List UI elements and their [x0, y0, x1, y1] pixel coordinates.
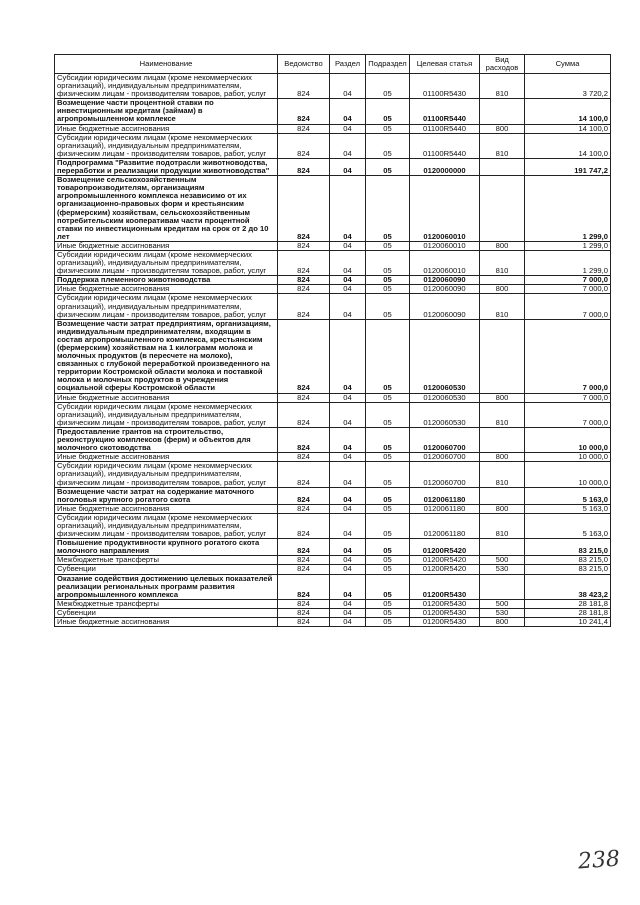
row-dept-cell: 824: [278, 618, 330, 627]
row-sum-cell: 5 163,0: [525, 504, 611, 513]
row-subsection-cell: 05: [366, 250, 410, 275]
row-target-cell: 0120061180: [410, 487, 480, 504]
row-section-cell: 04: [330, 565, 366, 574]
row-sum-cell: 10 241,4: [525, 618, 611, 627]
row-target-cell: 01200R5430: [410, 574, 480, 599]
row-section-cell: 04: [330, 393, 366, 402]
row-target-cell: 01200R5430: [410, 599, 480, 608]
row-dept-cell: 824: [278, 319, 330, 393]
row-sum-cell: 10 000,0: [525, 462, 611, 487]
row-section-cell: 04: [330, 124, 366, 133]
row-section-cell: 04: [330, 599, 366, 608]
row-target-cell: 01100R5440: [410, 99, 480, 124]
row-subsection-cell: 05: [366, 565, 410, 574]
row-dept-cell: 824: [278, 608, 330, 617]
row-subsection-cell: 05: [366, 294, 410, 319]
row-subsection-cell: 05: [366, 599, 410, 608]
row-sum-cell: 83 215,0: [525, 539, 611, 556]
row-dept-cell: 824: [278, 565, 330, 574]
row-dept-cell: 824: [278, 539, 330, 556]
row-target-cell: 0120060700: [410, 427, 480, 452]
row-subsection-cell: 05: [366, 539, 410, 556]
table-row: [55, 294, 611, 319]
row-dept-cell: 824: [278, 427, 330, 452]
row-target-cell: 0120060530: [410, 402, 480, 427]
row-target-cell: 01200R5420: [410, 556, 480, 565]
row-section-cell: 04: [330, 513, 366, 538]
table-row: [55, 124, 611, 133]
row-dept-cell: 824: [278, 250, 330, 275]
row-exp-type-cell: 500: [480, 556, 525, 565]
row-subsection-cell: 05: [366, 504, 410, 513]
row-name-cell: Субвенции: [55, 565, 278, 574]
row-subsection-cell: 05: [366, 285, 410, 294]
row-exp-type-cell: 800: [480, 453, 525, 462]
row-section-cell: 04: [330, 74, 366, 99]
table-row: [55, 427, 611, 452]
header-name: Наименование: [55, 55, 278, 74]
table-row: [55, 158, 611, 175]
row-sum-cell: 83 215,0: [525, 565, 611, 574]
row-subsection-cell: 05: [366, 608, 410, 617]
row-exp-type-cell: 800: [480, 241, 525, 250]
row-name-cell: Возмещение части затрат на содержание маточного поголовья крупного рогатого скота: [55, 487, 278, 504]
row-sum-cell: 28 181,8: [525, 608, 611, 617]
row-section-cell: 04: [330, 462, 366, 487]
row-exp-type-cell: 810: [480, 513, 525, 538]
row-exp-type-cell: 810: [480, 294, 525, 319]
row-exp-type-cell: [480, 574, 525, 599]
row-sum-cell: 14 100,0: [525, 124, 611, 133]
row-exp-type-cell: 800: [480, 124, 525, 133]
row-dept-cell: 824: [278, 99, 330, 124]
row-dept-cell: 824: [278, 393, 330, 402]
row-exp-type-cell: [480, 319, 525, 393]
row-sum-cell: 7 000,0: [525, 402, 611, 427]
row-section-cell: 04: [330, 294, 366, 319]
row-target-cell: 01100R5430: [410, 74, 480, 99]
row-dept-cell: 824: [278, 276, 330, 285]
row-section-cell: 04: [330, 276, 366, 285]
budget-table-sheet: [54, 54, 610, 627]
row-dept-cell: 824: [278, 574, 330, 599]
row-name-cell: Возмещение части процентной ставки по инвестиционным кредитам (займам) в агропромышленном комплексе: [55, 99, 278, 124]
row-dept-cell: 824: [278, 556, 330, 565]
row-subsection-cell: 05: [366, 462, 410, 487]
row-dept-cell: 824: [278, 158, 330, 175]
row-name-cell: Возмещение сельскохозяйственным товаропроизводителям, организациям агропромышленного комплекса независимо от их организационно-правовых форм и крестьянским (фермерским) хозяйствам, сельскохозяйственным потребительским кооперативам части процентной ставки по инвестиционным кредитам на срок от 2 до 10 лет: [55, 176, 278, 242]
row-sum-cell: 3 720,2: [525, 74, 611, 99]
row-exp-type-cell: [480, 158, 525, 175]
row-dept-cell: 824: [278, 124, 330, 133]
row-target-cell: 0120060530: [410, 319, 480, 393]
budget-table: [54, 54, 611, 627]
row-sum-cell: 7 000,0: [525, 276, 611, 285]
row-sum-cell: 10 000,0: [525, 453, 611, 462]
table-row: [55, 402, 611, 427]
row-dept-cell: 824: [278, 241, 330, 250]
row-section-cell: 04: [330, 250, 366, 275]
row-exp-type-cell: 810: [480, 462, 525, 487]
row-subsection-cell: 05: [366, 319, 410, 393]
row-exp-type-cell: 800: [480, 618, 525, 627]
row-name-cell: Иные бюджетные ассигнования: [55, 504, 278, 513]
row-subsection-cell: 05: [366, 556, 410, 565]
row-section-cell: 04: [330, 158, 366, 175]
table-body: [55, 74, 611, 627]
row-subsection-cell: 05: [366, 99, 410, 124]
row-sum-cell: 14 100,0: [525, 99, 611, 124]
table-row: [55, 250, 611, 275]
row-dept-cell: 824: [278, 294, 330, 319]
table-header-row: [55, 55, 611, 74]
row-sum-cell: 7 000,0: [525, 393, 611, 402]
row-target-cell: 0120061180: [410, 513, 480, 538]
row-dept-cell: 824: [278, 453, 330, 462]
row-name-cell: Субсидии юридическим лицам (кроме некоммерческих организаций), индивидуальным предпринимателям, физическим лицам - производителям товаров, работ, услуг: [55, 513, 278, 538]
table-row: [55, 74, 611, 99]
row-sum-cell: 7 000,0: [525, 319, 611, 393]
row-subsection-cell: 05: [366, 487, 410, 504]
table-row: [55, 393, 611, 402]
row-subsection-cell: 05: [366, 176, 410, 242]
row-exp-type-cell: 810: [480, 250, 525, 275]
row-name-cell: Подпрограмма "Развитие подотрасли животноводства, переработки и реализации продукции животноводства": [55, 158, 278, 175]
row-dept-cell: 824: [278, 513, 330, 538]
row-name-cell: Субсидии юридическим лицам (кроме некоммерческих организаций), индивидуальным предпринимателям, физическим лицам - производителям товаров, работ, услуг: [55, 402, 278, 427]
row-name-cell: Субсидии юридическим лицам (кроме некоммерческих организаций), индивидуальным предпринимателям, физическим лицам - производителям товаров, работ, услуг: [55, 133, 278, 158]
header-dept: Ведомство: [278, 55, 330, 74]
row-exp-type-cell: 800: [480, 285, 525, 294]
row-exp-type-cell: 800: [480, 504, 525, 513]
table-row: [55, 513, 611, 538]
row-section-cell: 04: [330, 133, 366, 158]
row-target-cell: 01100R5440: [410, 133, 480, 158]
row-dept-cell: 824: [278, 74, 330, 99]
header-sum: Сумма: [525, 55, 611, 74]
row-name-cell: Иные бюджетные ассигнования: [55, 241, 278, 250]
row-sum-cell: 5 163,0: [525, 513, 611, 538]
row-dept-cell: 824: [278, 133, 330, 158]
table-row: [55, 539, 611, 556]
row-section-cell: 04: [330, 453, 366, 462]
row-target-cell: 0120060010: [410, 241, 480, 250]
row-exp-type-cell: 500: [480, 599, 525, 608]
table-row: [55, 176, 611, 242]
header-subsection: Подраздел: [366, 55, 410, 74]
row-section-cell: 04: [330, 319, 366, 393]
row-subsection-cell: 05: [366, 393, 410, 402]
row-name-cell: Иные бюджетные ассигнования: [55, 393, 278, 402]
row-target-cell: 01100R5440: [410, 124, 480, 133]
table-row: [55, 556, 611, 565]
row-exp-type-cell: 530: [480, 608, 525, 617]
row-section-cell: 04: [330, 539, 366, 556]
row-exp-type-cell: [480, 427, 525, 452]
row-exp-type-cell: [480, 487, 525, 504]
row-exp-type-cell: [480, 539, 525, 556]
row-sum-cell: 1 299,0: [525, 250, 611, 275]
row-target-cell: 01200R5430: [410, 618, 480, 627]
row-target-cell: 01200R5420: [410, 565, 480, 574]
row-subsection-cell: 05: [366, 402, 410, 427]
row-exp-type-cell: 810: [480, 74, 525, 99]
row-dept-cell: 824: [278, 487, 330, 504]
row-section-cell: 04: [330, 285, 366, 294]
row-subsection-cell: 05: [366, 74, 410, 99]
row-name-cell: Оказание содействия достижению целевых показателей реализации региональных программ развития агропромышленного комплекса: [55, 574, 278, 599]
row-sum-cell: 83 215,0: [525, 556, 611, 565]
row-sum-cell: 14 100,0: [525, 133, 611, 158]
row-section-cell: 04: [330, 487, 366, 504]
row-target-cell: 0120061180: [410, 504, 480, 513]
table-row: [55, 487, 611, 504]
row-sum-cell: 5 163,0: [525, 487, 611, 504]
row-section-cell: 04: [330, 574, 366, 599]
row-exp-type-cell: 810: [480, 133, 525, 158]
row-section-cell: 04: [330, 427, 366, 452]
row-name-cell: Субсидии юридическим лицам (кроме некоммерческих организаций), индивидуальным предпринимателям, физическим лицам - производителям товаров, работ, услуг: [55, 462, 278, 487]
row-name-cell: Повышение продуктивности крупного рогатого скота молочного направления: [55, 539, 278, 556]
table-row: [55, 618, 611, 627]
row-target-cell: 0120060530: [410, 393, 480, 402]
row-exp-type-cell: [480, 99, 525, 124]
row-sum-cell: 191 747,2: [525, 158, 611, 175]
table-row: [55, 565, 611, 574]
row-name-cell: Субвенции: [55, 608, 278, 617]
row-target-cell: 0120060700: [410, 462, 480, 487]
row-target-cell: 0120000000: [410, 158, 480, 175]
row-sum-cell: 7 000,0: [525, 285, 611, 294]
row-target-cell: 0120060700: [410, 453, 480, 462]
row-section-cell: 04: [330, 504, 366, 513]
row-section-cell: 04: [330, 556, 366, 565]
row-subsection-cell: 05: [366, 574, 410, 599]
row-exp-type-cell: 810: [480, 402, 525, 427]
row-section-cell: 04: [330, 176, 366, 242]
row-subsection-cell: 05: [366, 618, 410, 627]
row-name-cell: Межбюджетные трансферты: [55, 556, 278, 565]
row-section-cell: 04: [330, 618, 366, 627]
row-subsection-cell: 05: [366, 276, 410, 285]
row-sum-cell: 38 423,2: [525, 574, 611, 599]
row-exp-type-cell: [480, 176, 525, 242]
row-subsection-cell: 05: [366, 241, 410, 250]
table-row: [55, 319, 611, 393]
row-sum-cell: 28 181,8: [525, 599, 611, 608]
row-sum-cell: 1 299,0: [525, 176, 611, 242]
table-row: [55, 504, 611, 513]
row-target-cell: 0120060090: [410, 276, 480, 285]
page-number: 238: [577, 846, 621, 875]
header-exp-type: Вид расходов: [480, 55, 525, 74]
row-dept-cell: 824: [278, 462, 330, 487]
row-target-cell: 01200R5430: [410, 608, 480, 617]
row-dept-cell: 824: [278, 504, 330, 513]
row-name-cell: Предоставление грантов на строительство, реконструкцию комплексов (ферм) и объектов для молочного скотоводства: [55, 427, 278, 452]
row-subsection-cell: 05: [366, 427, 410, 452]
row-sum-cell: 7 000,0: [525, 294, 611, 319]
row-name-cell: Поддержка племенного животноводства: [55, 276, 278, 285]
row-name-cell: Иные бюджетные ассигнования: [55, 618, 278, 627]
row-name-cell: Субсидии юридическим лицам (кроме некоммерческих организаций), индивидуальным предпринимателям, физическим лицам - производителям товаров, работ, услуг: [55, 74, 278, 99]
row-dept-cell: 824: [278, 285, 330, 294]
row-subsection-cell: 05: [366, 158, 410, 175]
row-name-cell: Субсидии юридическим лицам (кроме некоммерческих организаций), индивидуальным предпринимателям, физическим лицам - производителям товаров, работ, услуг: [55, 250, 278, 275]
row-section-cell: 04: [330, 99, 366, 124]
row-exp-type-cell: 800: [480, 393, 525, 402]
row-section-cell: 04: [330, 241, 366, 250]
row-target-cell: 0120060090: [410, 285, 480, 294]
table-row: [55, 99, 611, 124]
row-dept-cell: 824: [278, 402, 330, 427]
row-subsection-cell: 05: [366, 124, 410, 133]
row-section-cell: 04: [330, 608, 366, 617]
row-name-cell: Иные бюджетные ассигнования: [55, 124, 278, 133]
header-target: Целевая статья: [410, 55, 480, 74]
row-name-cell: Межбюджетные трансферты: [55, 599, 278, 608]
row-name-cell: Субсидии юридическим лицам (кроме некоммерческих организаций), индивидуальным предпринимателям, физическим лицам - производителям товаров, работ, услуг: [55, 294, 278, 319]
row-target-cell: 0120060010: [410, 176, 480, 242]
row-target-cell: 0120060010: [410, 250, 480, 275]
row-section-cell: 04: [330, 402, 366, 427]
row-dept-cell: 824: [278, 176, 330, 242]
table-row: [55, 599, 611, 608]
row-name-cell: Иные бюджетные ассигнования: [55, 285, 278, 294]
row-sum-cell: 1 299,0: [525, 241, 611, 250]
row-dept-cell: 824: [278, 599, 330, 608]
table-row: [55, 462, 611, 487]
row-subsection-cell: 05: [366, 133, 410, 158]
table-row: [55, 133, 611, 158]
row-target-cell: 0120060090: [410, 294, 480, 319]
table-row: [55, 574, 611, 599]
header-section: Раздел: [330, 55, 366, 74]
row-sum-cell: 10 000,0: [525, 427, 611, 452]
row-target-cell: 01200R5420: [410, 539, 480, 556]
row-name-cell: Возмещение части затрат предприятиям, организациям, индивидуальным предпринимателям, входящим в состав агропромышленного комплекса, крестьянским (фермерским) хозяйствам на 1 килограмм молока и молочных продуктов (в пересчете на молоко), связанных с глубокой переработкой произведенного на территории Костромской области молока и поставкой молока и молочных продуктов в учреждения социальной сферы Костромской области: [55, 319, 278, 393]
row-subsection-cell: 05: [366, 513, 410, 538]
row-subsection-cell: 05: [366, 453, 410, 462]
row-name-cell: Иные бюджетные ассигнования: [55, 453, 278, 462]
row-exp-type-cell: 530: [480, 565, 525, 574]
